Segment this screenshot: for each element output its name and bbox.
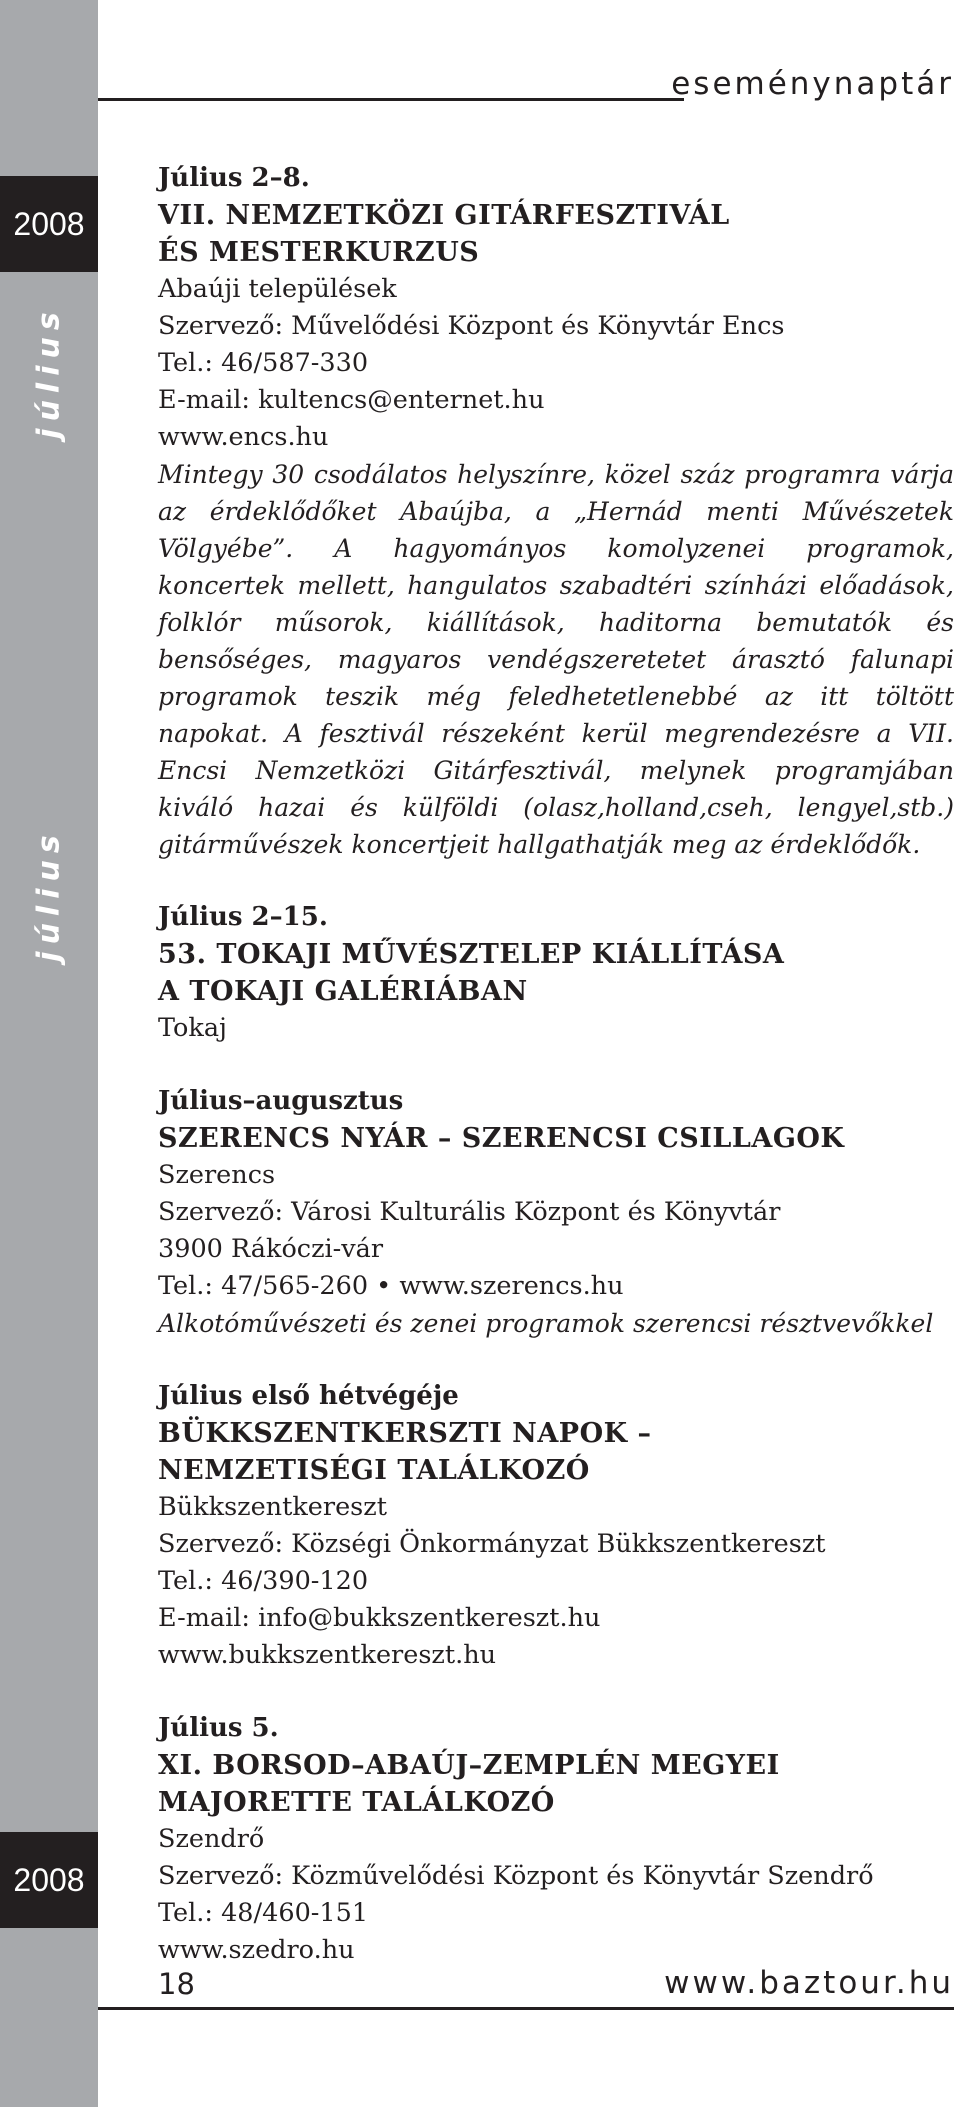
event-organizer: Szervező: Művelődési Központ és Könyvtár Encs xyxy=(158,311,785,341)
event-location: Tokaj xyxy=(158,1013,227,1043)
event-date: Július 2–15. xyxy=(158,902,328,932)
event-phone-website: Tel.: 47/565-260 • www.szerencs.hu xyxy=(158,1271,624,1301)
event-date: Július–augusztus xyxy=(158,1086,404,1116)
event-location: Szendrő xyxy=(158,1824,265,1854)
event-organizer: Szervező: Városi Kulturális Központ és Könyvtár xyxy=(158,1197,781,1227)
event-location: Bükkszentkereszt xyxy=(158,1492,387,1522)
event-email[interactable]: E-mail: kultencs@enternet.hu xyxy=(158,385,545,415)
event-title: XI. BORSOD–ABAÚJ–ZEMPLÉN MEGYEI xyxy=(158,1750,780,1781)
event-title: MAJORETTE TALÁLKOZÓ xyxy=(158,1787,555,1818)
event-location: Szerencs xyxy=(158,1160,276,1190)
event-item xyxy=(158,160,954,863)
footer-rule xyxy=(98,2007,954,2010)
event-title: VII. NEMZETKÖZI GITÁRFESZTIVÁL xyxy=(158,200,730,231)
month-label-top: július xyxy=(31,305,67,439)
section-title: eseménynaptár xyxy=(671,66,954,102)
event-phone: Tel.: 48/460-151 xyxy=(158,1898,369,1928)
event-title: 53. TOKAJI MŰVÉSZTELEP KIÁLLÍTÁSA xyxy=(158,939,785,970)
event-date: Július 2–8. xyxy=(158,163,310,193)
year-label-top: 2008 xyxy=(0,176,98,272)
page-number: 18 xyxy=(158,1967,195,2001)
event-website[interactable]: www.bukkszentkereszt.hu xyxy=(158,1640,497,1670)
event-description: Alkotóművészeti és zenei programok szerencsi résztvevőkkel xyxy=(158,1309,934,1338)
year-label-bottom: 2008 xyxy=(0,1832,98,1928)
event-description: Mintegy 30 csodálatos helyszínre, közel száz programra várja az érdeklődőket Abaújba, a „Hernád menti Művészetek Völgyébe”. A hagyományos komolyzenei programok, koncertek mellett, hangulatos szabadtéri színházi előadások, folklór műsorok, kiállítások, haditorna bemutatók és bensőséges, magyaros vendégszeretetet árasztó falunapi programok teszik még feledhetetlenebbé az itt töltött napokat. A fesztivál részeként kerül megrendezésre a VII. Encsi Nemzetközi Gitárfesztivál, melynek programjában kiváló hazai és külföldi (olasz,holland,cseh, lengyel,stb.) gitárművészek koncertjeit hallgathatják meg az érdeklődők. xyxy=(158,460,954,859)
event-title: SZERENCS NYÁR – SZERENCSI CSILLAGOK xyxy=(158,1123,845,1154)
event-item xyxy=(158,1710,954,1969)
month-label-middle: július xyxy=(31,828,67,962)
event-location: Abaúji települések xyxy=(158,274,397,304)
event-item xyxy=(158,1378,954,1674)
event-date: Július első hétvégéje xyxy=(158,1381,459,1411)
event-item xyxy=(158,899,954,1047)
event-title: A TOKAJI GALÉRIÁBAN xyxy=(158,976,528,1007)
event-organizer: Szervező: Községi Önkormányzat Bükkszentkereszt xyxy=(158,1529,826,1559)
event-website[interactable]: www.encs.hu xyxy=(158,422,329,452)
event-title: NEMZETISÉGI TALÁLKOZÓ xyxy=(158,1455,590,1486)
event-organizer: Szervező: Közművelődési Központ és Könyvtár Szendrő xyxy=(158,1861,874,1891)
side-band xyxy=(0,0,98,2107)
event-list xyxy=(158,160,954,2005)
event-phone: Tel.: 46/390-120 xyxy=(158,1566,369,1596)
event-title: BÜKKSZENTKERSZTI NAPOK – xyxy=(158,1418,652,1449)
event-title: ÉS MESTERKURZUS xyxy=(158,237,480,268)
footer-website[interactable]: www.baztour.hu xyxy=(664,1965,954,2001)
event-date: Július 5. xyxy=(158,1713,279,1743)
event-email[interactable]: E-mail: info@bukkszentkereszt.hu xyxy=(158,1603,601,1633)
header-rule xyxy=(98,98,684,101)
event-phone: Tel.: 46/587-330 xyxy=(158,348,369,378)
event-address: 3900 Rákóczi-vár xyxy=(158,1234,384,1264)
event-item xyxy=(158,1083,954,1342)
event-website[interactable]: www.szedro.hu xyxy=(158,1935,355,1965)
